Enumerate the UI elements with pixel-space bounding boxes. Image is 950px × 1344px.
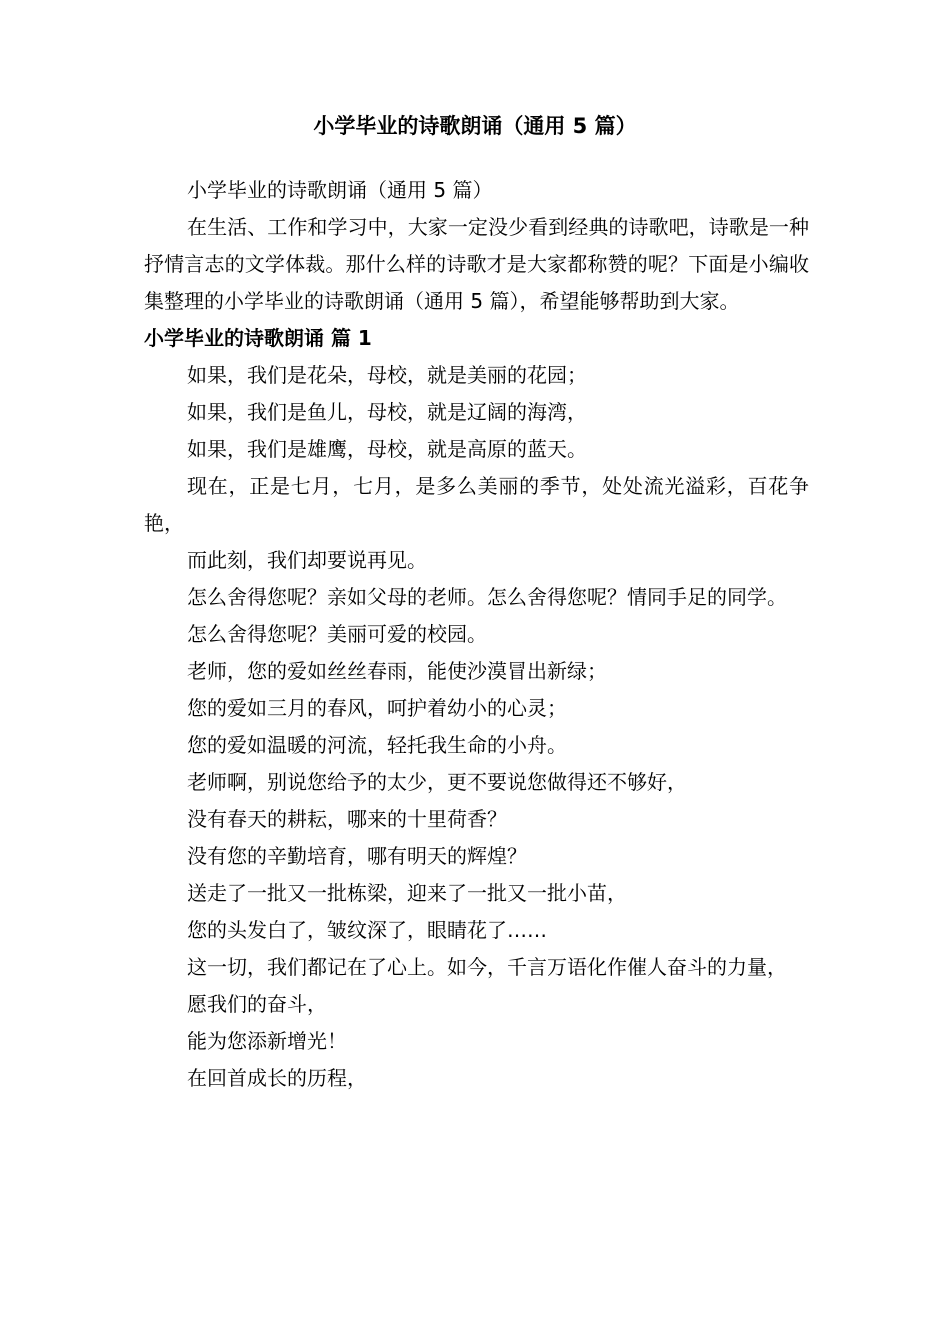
poem-line: 这一切，我们都记在了心上。如今，千言万语化作催人奋斗的力量， [187,955,787,979]
poem-line: 怎么舍得您呢？亲如父母的老师。怎么舍得您呢？情同手足的同学。 [187,585,787,609]
poem-line: 如果，我们是花朵，母校，就是美丽的花园； [187,363,587,387]
poem-line: 没有春天的耕耘，哪来的十里荷香？ [187,807,507,831]
document-body [144,172,809,1097]
poem-line: 能为您添新增光！ [187,1029,347,1053]
poem-line: 怎么舍得您呢？美丽可爱的校园。 [187,622,487,646]
poem-line: 而此刻，我们却要说再见。 [187,548,427,572]
poem-line: 您的爱如温暖的河流，轻托我生命的小舟。 [187,733,567,757]
poem-line: 现在，正是七月，七月，是多么美丽的季节，处处流光溢彩，百花争艳， [144,474,809,535]
poem-line: 没有您的辛勤培育，哪有明天的辉煌？ [187,844,527,868]
poem-line: 送走了一批又一批栋梁，迎来了一批又一批小苗， [187,881,627,905]
poem-line: 您的爱如三月的春风，呵护着幼小的心灵； [187,696,567,720]
poem-line: 您的头发白了，皱纹深了，眼睛花了…… [187,918,547,942]
poem-line: 老师啊，别说您给予的太少，更不要说您做得还不够好， [187,770,687,794]
intro-paragraph: 在生活、工作和学习中，大家一定没少看到经典的诗歌吧，诗歌是一种抒情言志的文学体裁。那什么样的诗歌才是大家都称赞的呢？下面是小编收集整理的小学毕业的诗歌朗诵（通用 5 篇），希望能够帮助到大家。 [144,215,809,313]
intro-paragraph: 小学毕业的诗歌朗诵（通用 5 篇） [187,178,493,202]
section-heading: 小学毕业的诗歌朗诵 篇 1 [144,326,372,350]
poem-line: 愿我们的奋斗， [187,992,327,1016]
poem-line: 如果，我们是雄鹰，母校，就是高原的蓝天。 [187,437,587,461]
poem-line: 老师，您的爱如丝丝春雨，能使沙漠冒出新绿； [187,659,607,683]
document-title: 小学毕业的诗歌朗诵（通用 5 篇） [313,114,637,138]
poem-line: 如果，我们是鱼儿，母校，就是辽阔的海湾， [187,400,587,424]
poem-line: 在回首成长的历程， [187,1066,367,1090]
